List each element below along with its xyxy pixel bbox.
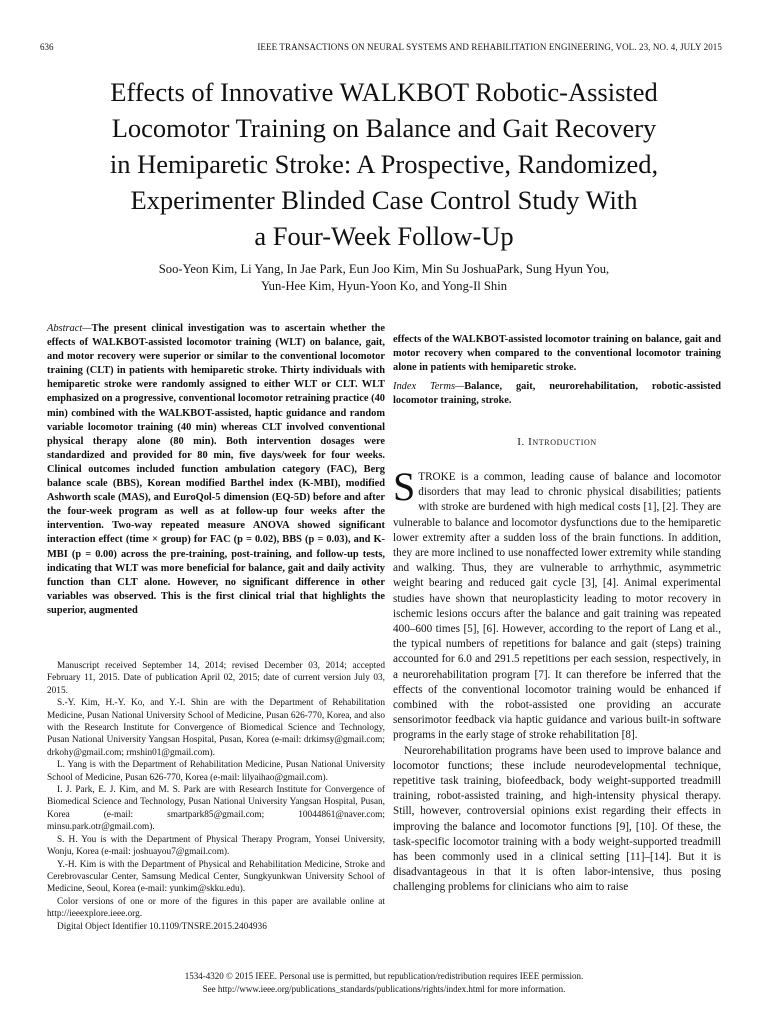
drop-cap: S bbox=[393, 464, 416, 509]
footer-line: See http://www.ieee.org/publications_standards/publications/rights/index.html for more information. bbox=[202, 983, 566, 994]
author-line: Soo-Yeon Kim, Li Yang, In Jae Park, Eun Joo Kim, Min Su JoshuaPark, Sung Hyun You, bbox=[158, 262, 610, 276]
title-line: Effects of Innovative WALKBOT Robotic-Assisted bbox=[110, 77, 658, 107]
paper-title bbox=[20, 74, 748, 254]
abstract-continuation: effects of the WALKBOT-assisted locomotor training on balance, gait and motor recovery when compared to the conventional locomotor training alone in patients with hemiparetic stroke. bbox=[393, 334, 721, 374]
title-line: a Four-Week Follow-Up bbox=[254, 221, 514, 251]
footer-line: 1534-4320 © 2015 IEEE. Personal use is permitted, but republication/redistribution requires IEEE permission. bbox=[184, 971, 584, 981]
page-number: 636 bbox=[40, 42, 54, 52]
title-line: Experimenter Blinded Case Control Study With bbox=[130, 185, 638, 215]
author-line: Yun-Hee Kim, Hyun-Yoon Ko, and Yong-Il Shin bbox=[260, 279, 508, 293]
footnote: I. J. Park, E. J. Kim, and M. S. Park are with Research Institute for Convergence of Biomedical Science and Technology, Pusan National University Yangsan Hospital, Pusan, Korea (e-mail: smartpark85@gmail.com; 10044861@naver.com; minsu.park.otr@gmail.com). bbox=[47, 785, 385, 833]
index-terms-text: Balance, gait, neurorehabilitation, robotic-assisted locomotor training, stroke. bbox=[393, 381, 721, 407]
footnote: Y.-H. Kim is with the Department of Physical and Rehabilitation Medicine, Stroke and Cerebrovascular Center, Samsung Medical Center, Sungkyunkwan University School of Medicine, Seoul, Korea (e-mail: yunkim@skku.edu). bbox=[47, 859, 385, 895]
footnotes bbox=[47, 660, 385, 933]
paragraph-text: TROKE is a common, leading cause of balance and locomotor disorders that may lead to chronic physical disabilities; patients with stroke are burdened with high medical costs [1], [2]. They are vulnerable to balance and locomotor dysfunctions due to the hemiparetic lower extremity after a sudden loss of the brain functions. In addition, they are more inclined to use nonaffected lower extremity while standing and walking. Thus, they are vulnerable to arrhythmic, asymmetric weight bearing and reduced gait cycle [3], [4]. Animal experimental studies have shown that neuroplasticity leading to motor recovery in ischemic lesions occurs after the balance and gait training was repeated 400–600 times [5], [6]. However, according to the report of Lang et al., the typical numbers of repetitions for balance and gait (steps) training accounted for 6.0 and 291.5 repetitions per each session, respectively, in a neurorehabilitation program [7]. It can therefore be inferred that the effects of the conventional locomotor training would be enhanced if combined with the robot-assisted one providing an accurate sensorimotor feedback via haptic guidance and various built-in software programs in the early stage of stroke rehabilitation [8]. bbox=[393, 471, 721, 742]
journal-header: IEEE TRANSACTIONS ON NEURAL SYSTEMS AND REHABILITATION ENGINEERING, VOL. 23, NO. 4, JULY 2015 bbox=[257, 42, 722, 52]
introduction-body bbox=[393, 464, 721, 896]
index-terms bbox=[393, 380, 721, 408]
author-list bbox=[40, 261, 728, 295]
abstract-text: The present clinical investigation was to ascertain whether the effects of WALKBOT-assisted locomotor training (WLT) on balance, gait, and motor recovery were superior or similar to the conventional locomotor training (CLT) in patients with hemiparetic stroke. Thirty individuals with hemiparetic stroke were randomly assigned to either WLT or CLT. WLT emphasized on a progressive, conventional locomotor retraining practice (40 min) combined with the WALKBOT-assisted, haptic guidance and random variable locomotor training (40 min) whereas CLT involved conventional physical therapy alone (80 min). Both intervention dosages were standardized and provided for 80 min, five days/week for four weeks. Clinical outcomes included function ambulation category (FAC), Berg balance scale (BBS), Korean modified Barthel index (K-MBI), modified Ashworth scale (MAS), and EuroQol-5 dimension (EQ-5D) before and after the four-week program as well as at follow-up four weeks after the intervention. Two-way repeated measure ANOVA showed significant interaction effect (time × group) for FAC (p = 0.02), BBS (p = 0.03), and K-MBI (p = 0.00) across the pre-training, post-training, and follow-up tests, indicating that WLT was more beneficial for balance, gait and daily activity function than CLT alone. However, no significant difference in other variables was observed. This is the first clinical trial that highlights the superior, augmented bbox=[47, 323, 385, 616]
footnote: Color versions of one or more of the figures in this paper are available online at http://ieeexplore.ieee.org. bbox=[47, 896, 385, 920]
abstract-lead: Abstract— bbox=[47, 323, 92, 334]
footnote: L. Yang is with the Department of Rehabilitation Medicine, Pusan National University School of Medicine, Pusan 626-770, Korea (e-mail: lilyaihao@gmail.com). bbox=[47, 760, 385, 783]
footnote: Digital Object Identifier 10.1109/TNSRE.2015.2404936 bbox=[57, 921, 267, 932]
footnote: Manuscript received September 14, 2014; revised December 03, 2014; accepted February 11, 2015. Date of publication April 02, 2015; date of current version July 03, 2015. bbox=[47, 661, 385, 696]
section-heading-introduction: I. Introduction bbox=[517, 436, 597, 448]
abstract bbox=[47, 322, 385, 618]
title-line: in Hemiparetic Stroke: A Prospective, Randomized, bbox=[109, 149, 659, 179]
index-terms-lead: Index Terms— bbox=[393, 381, 465, 392]
footnote: S. H. You is with the Department of Physical Therapy Program, Yonsei University, Wonju, Korea (e-mail: joshuayou7@gmail.com). bbox=[47, 834, 385, 858]
paragraph: Neurorehabilitation programs have been used to improve balance and locomotor functions; these include neurodevelopmental technique, repetitive task training, biofeedback, body weight-supported treadmill training, robot-assisted training, and high-intensity physical therapy. Still, however, controversial opinions exist regarding their effects in improving the balance and locomotor functions [9], [10]. Of these, the task-specific locomotor training with a body weight-supported treadmill has been commonly used in a clinical setting [11]–[14]. But it is disadvantageous in that it is often labor-intensive, thus posing challenging problems for clinicians who aim to raise bbox=[393, 744, 721, 894]
copyright-footer bbox=[47, 970, 721, 995]
footnote: S.-Y. Kim, H.-Y. Ko, and Y.-I. Shin are with the Department of Rehabilitation Medicine, Pusan National University School of Medicine, Pusan 626-770, Korea, and also with the Research Institute for Convergence of Biomedical Science and Technology, Pusan National University Yangsan Hospital, Pusan, Korea (e-mail: drkimsy@gmail.com; drkohy@gmail.com; rmshin01@gmail.com). bbox=[47, 698, 385, 758]
paragraph bbox=[393, 464, 721, 744]
title-line: Locomotor Training on Balance and Gait Recovery bbox=[111, 113, 657, 143]
